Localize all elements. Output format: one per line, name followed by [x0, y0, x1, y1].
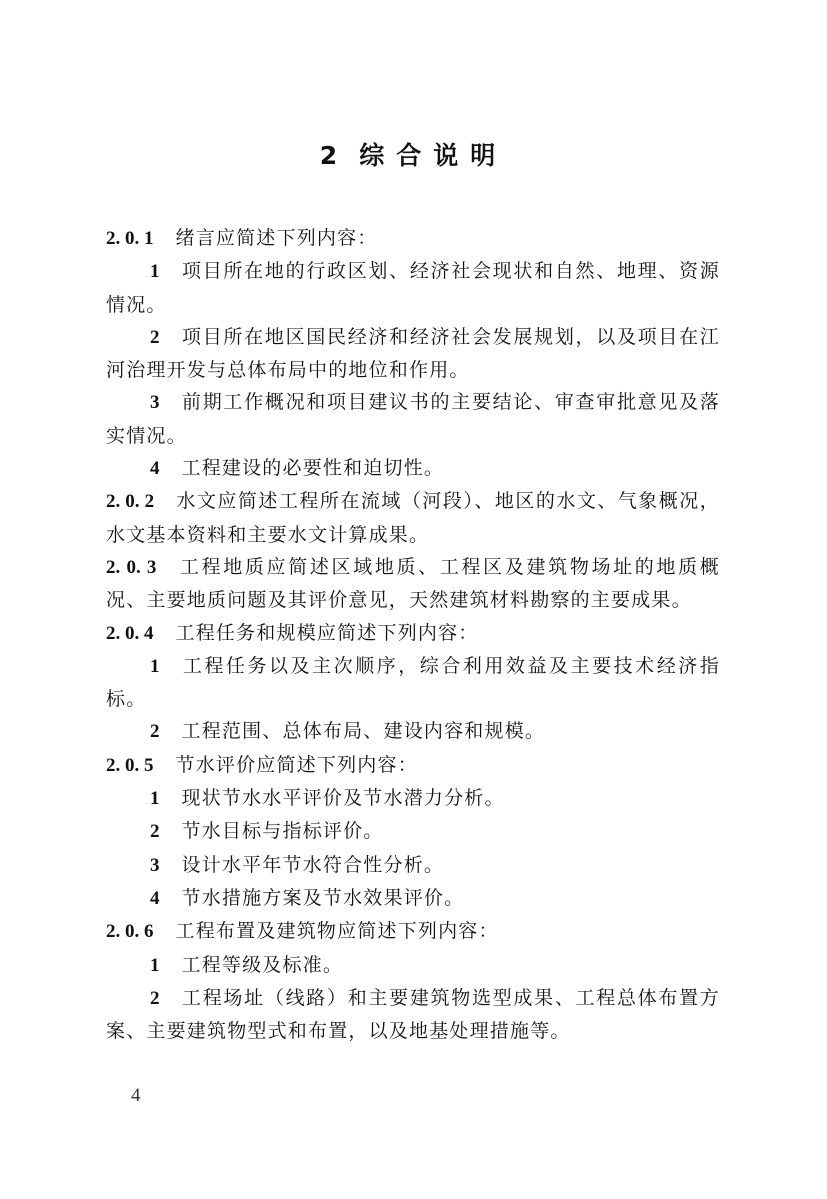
clause-paragraph — [106, 749, 720, 782]
list-item — [106, 386, 720, 452]
list-item — [106, 949, 720, 982]
section-title-text: 综合说明 — [359, 141, 508, 170]
item-number: 4 — [150, 887, 160, 909]
item-number: 1 — [150, 261, 160, 283]
item-number: 3 — [150, 854, 160, 876]
list-item — [106, 982, 720, 1048]
item-number: 2 — [150, 721, 160, 743]
clause-number: 2. 0. 3 — [106, 556, 157, 578]
clause-paragraph — [106, 485, 720, 551]
item-text: 工程建设的必要性和迫切性。 — [181, 457, 445, 480]
clause-paragraph — [106, 222, 720, 255]
item-text: 设计水平年节水符合性分析。 — [181, 853, 445, 876]
item-text: 节水措施方案及节水效果评价。 — [181, 886, 465, 909]
clause-text: 节水评价应简述下列内容： — [175, 753, 418, 776]
clause-number: 2. 0. 2 — [106, 491, 155, 513]
item-text: 现状节水水平评价及节水潜力分析。 — [181, 787, 505, 810]
item-number: 2 — [150, 821, 160, 843]
list-item — [106, 782, 720, 815]
clause-text: 工程布置及建筑物应简述下列内容： — [175, 920, 499, 943]
item-number: 2 — [150, 326, 160, 348]
item-number: 4 — [150, 458, 160, 480]
clause-paragraph — [106, 915, 720, 948]
clause-text: 工程任务和规模应简述下列内容： — [175, 621, 479, 644]
list-item — [106, 452, 720, 485]
item-number: 1 — [150, 788, 160, 810]
section-title — [0, 136, 827, 172]
list-item — [106, 321, 720, 387]
clause-number: 2. 0. 1 — [106, 228, 154, 249]
item-number: 3 — [150, 392, 160, 414]
list-item — [106, 815, 720, 848]
page-number: 4 — [131, 1085, 141, 1106]
item-text: 工程场址（线路）和主要建筑物选型成果、工程总体布置方案、主要建筑物型式和布置，以及地基处理措施等。 — [106, 986, 720, 1043]
section-body — [106, 222, 720, 1047]
clause-paragraph — [106, 551, 720, 617]
item-number: 1 — [150, 954, 160, 976]
clause-text: 水文应简述工程所在流域（河段）、地区的水文、气象概况，水文基本资料和主要水文计算成果。 — [106, 490, 720, 546]
clause-number: 2. 0. 5 — [106, 754, 154, 776]
item-text: 工程范围、总体布局、建设内容和规模。 — [181, 720, 546, 743]
item-number: 2 — [150, 987, 160, 1009]
section-number: 2 — [319, 141, 338, 170]
list-item — [106, 715, 720, 748]
item-text: 工程等级及标准。 — [181, 953, 344, 976]
clause-text: 绪言应简述下列内容： — [175, 227, 378, 249]
clause-number: 2. 0. 6 — [106, 921, 154, 943]
list-item — [106, 255, 720, 321]
clause-number: 2. 0. 4 — [106, 622, 154, 644]
item-text: 节水目标与指标评价。 — [181, 820, 384, 843]
item-text: 项目所在地区国民经济和经济社会发展规划，以及项目在江河治理开发与总体布局中的地位和作用。 — [106, 325, 720, 382]
clause-text: 工程地质应简述区域地质、工程区及建筑物场址的地质概况、主要地质问题及其评价意见，天然建筑材料勘察的主要成果。 — [106, 555, 720, 612]
list-item — [106, 849, 720, 882]
list-item — [106, 650, 720, 716]
item-number: 1 — [150, 655, 160, 677]
item-text: 项目所在地的行政区划、经济社会现状和自然、地理、资源情况。 — [106, 260, 720, 316]
item-text: 工程任务以及主次顺序，综合利用效益及主要技术经济指标。 — [106, 654, 720, 711]
list-item — [106, 882, 720, 915]
item-text: 前期工作概况和项目建议书的主要结论、审查审批意见及落实情况。 — [106, 391, 720, 447]
clause-paragraph — [106, 617, 720, 650]
